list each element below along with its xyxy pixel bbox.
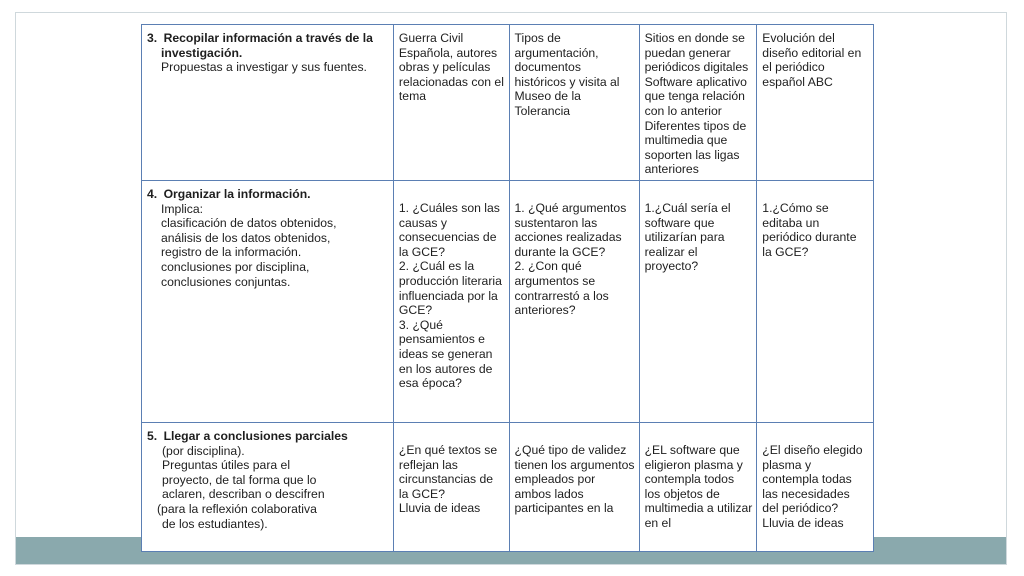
table-cell: 1. ¿Cuáles son las causas y consecuencias de la GCE? 2. ¿Cuál es la producción literaria influenciada por la GCE? 3. ¿Qué pensamientos e ideas se generan en los autores de esa época? — [393, 181, 509, 423]
table-row — [142, 25, 874, 181]
project-stages-table — [141, 24, 874, 552]
stage-title: Organizar la información. — [163, 187, 311, 201]
table-cell: ¿Qué tipo de validez tienen los argumentos empleados por ambos lados participantes en la — [509, 423, 639, 552]
stage-body-line: registro de la información. — [161, 245, 302, 260]
stage-title: Recopilar información a través de la — [163, 31, 373, 45]
stage-cell-3 — [142, 25, 394, 181]
stage-body-line: proyecto, de tal forma que lo — [162, 472, 317, 487]
table-cell: ¿El diseño elegido plasma y contempla todas las necesidades del periódico? Lluvia de ideas — [757, 423, 874, 552]
table-cell: ¿EL software que eligieron plasma y contempla todos los objetos de multimedia a utilizar en el — [639, 423, 757, 552]
stage-number: 3. — [147, 31, 158, 45]
stage-cell-4 — [142, 181, 394, 423]
table-cell: Sitios en donde se puedan generar periódicos digitales Software aplicativo que tenga relación con lo anterior Diferentes tipos de multimedia que soporten las ligas anteriores — [639, 25, 757, 181]
stage-body-line: Propuestas a investigar y sus fuentes. — [161, 60, 367, 75]
stage-number: 4. — [147, 187, 158, 201]
stage-cell-5 — [142, 423, 394, 552]
stage-title-cont: investigación. — [161, 45, 243, 60]
table-cell: Guerra Civil Española, autores obras y películas relacionadas con el tema — [393, 25, 509, 181]
table-cell: 1. ¿Qué argumentos sustentaron las acciones realizadas durante la GCE? 2. ¿Con qué argumentos se contrarrestó a los anteriores? — [509, 181, 639, 423]
stage-body-line: Preguntas útiles para el — [162, 458, 291, 473]
stage-body-line: clasificación de datos obtenidos, — [161, 216, 337, 231]
table-row — [142, 423, 874, 552]
table-cell: Tipos de argumentación, documentos históricos y visita al Museo de la Tolerancia — [509, 25, 639, 181]
table-row — [142, 181, 874, 423]
stage-body-line: conclusiones conjuntas. — [161, 274, 291, 289]
stage-body-line: (por disciplina). — [162, 443, 245, 458]
table-cell: 1.¿Cómo se editaba un periódico durante la GCE? — [757, 181, 874, 423]
table-cell: Evolución del diseño editorial en el periódico español ABC — [757, 25, 874, 181]
stage-title: Llegar a conclusiones parciales — [163, 429, 348, 443]
stage-body-line: de los estudiantes). — [162, 516, 268, 531]
stage-number: 5. — [147, 429, 158, 443]
stage-body-line: aclaren, describan o descifren — [162, 487, 325, 502]
stage-body-line: análisis de los datos obtenidos, — [161, 230, 331, 245]
table-cell: ¿En qué textos se reflejan las circunstancias de la GCE? Lluvia de ideas — [393, 423, 509, 552]
stage-body-line: Implica: — [161, 201, 203, 216]
table-cell: 1.¿Cuál sería el software que utilizarían para realizar el proyecto? — [639, 181, 757, 423]
stage-body-line: conclusiones por disciplina, — [161, 259, 310, 274]
stage-body-line: (para la reflexión colaborativa — [157, 501, 317, 516]
